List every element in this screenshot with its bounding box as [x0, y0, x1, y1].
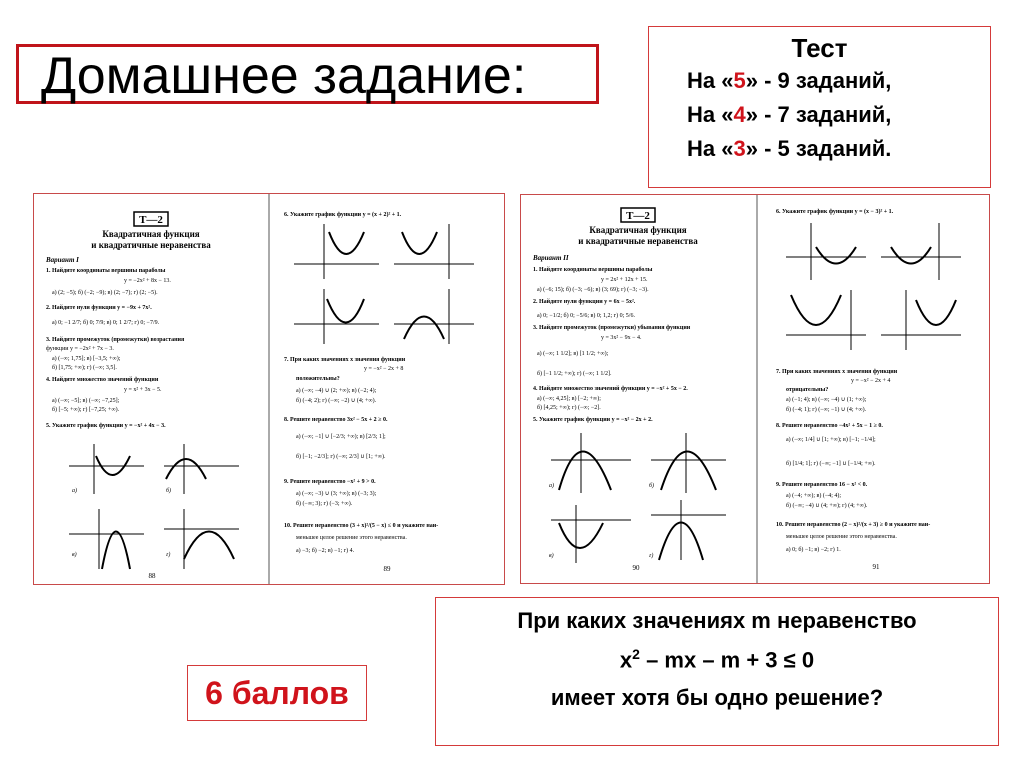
homework-title: Домашнее задание: — [41, 47, 527, 105]
page-number: 89 — [383, 565, 391, 573]
task-inequality: $x^2$ – mx – m + 3 ≤ 0 — [619, 646, 815, 673]
grade-5: 5 — [733, 68, 746, 93]
svg-text:г): г) — [649, 553, 654, 559]
svg-text:в): в) — [72, 552, 77, 558]
question-9-answers: а) (−∞; −3) ∪ (3; +∞); в) (−3; 3); — [296, 491, 377, 497]
worksheet-heading: Квадратичная функция — [589, 225, 687, 235]
question-10-text: меньшее целое решение этого неравенства. — [786, 534, 897, 540]
question-6: 6. Укажите график функции y = (x + 2)² + 1. — [284, 212, 402, 218]
variant-label: Вариант I — [46, 256, 79, 264]
question-7-formula: y = −x² − 2x + 4 — [851, 378, 891, 384]
question-2-answers: а) 0; −1 2/7; б) 0; 7/9; в) 0; 1 2/7; г) 0; −7/9. — [52, 320, 160, 326]
svg-text:а): а) — [549, 483, 554, 489]
question-1-formula: y = −2x² + 8x − 13. — [124, 278, 171, 284]
question-2-answers: а) 0; −1/2; б) 0; −5/6; в) 0; 1,2; г) 0; 5/6. — [537, 313, 635, 319]
question-7-answers: а) (−1; 4); в) (−∞; −4) ∪ (1; +∞); — [786, 397, 867, 403]
question-6-graphs — [294, 224, 474, 344]
question-3-formula: y = 3x² − 9x − 4. — [601, 335, 642, 341]
question-8-answers: б) [−1; −2/3]; г) (−∞; 2/3] ∪ [1; +∞). — [296, 454, 386, 460]
task-line-1: При каких значениях m неравенство — [517, 608, 917, 633]
question-8-answers: а) (−∞; 1/4] ∪ [1; +∞); в) [−1; −1/4]; — [786, 437, 876, 443]
question-5-graphs — [551, 433, 726, 563]
points-label: 6 баллов — [205, 675, 349, 711]
worksheet-badge: Т—2 — [139, 214, 163, 226]
test-info-panel — [648, 26, 991, 188]
question-10: 10. Решите неравенство (3 + x)²/(5 − x) ≤ 0 и укажите наи- — [284, 523, 439, 529]
question-7-text: отрицательны? — [786, 387, 829, 393]
grade-3-line: На «3» - 5 заданий. — [687, 136, 892, 161]
worksheet-badge: Т—2 — [626, 210, 650, 222]
points-badge — [187, 665, 367, 721]
question-7-answers: а) (−∞; −4) ∪ (2; +∞); в) (−2; 4); — [296, 388, 377, 394]
question-3-answers: б) [1,75; +∞); г) (−∞; 3,5]. — [52, 365, 117, 371]
question-4-formula: y = x² + 3x − 5. — [124, 387, 162, 393]
grade-3: 3 — [733, 136, 746, 161]
question-5: 5. Укажите график функции y = −x² + 4x − 3. — [46, 423, 166, 429]
question-3-answers: б) [−1 1/2; +∞); г) (−∞; 1 1/2]. — [537, 371, 612, 377]
question-6-graphs — [786, 223, 961, 350]
question-3-answers: а) (−∞; 1 1/2]; в) [1 1/2; +∞); — [537, 351, 609, 357]
question-9: 9. Решите неравенство −x² + 9 > 0. — [284, 479, 376, 485]
question-9-answers: б) (−∞; −4) ∪ (4; +∞); г) (4; +∞). — [786, 503, 868, 509]
question-8-answers: а) (−∞; −1] ∪ [−2/3; +∞); в) [2/3; 1]; — [296, 434, 386, 440]
homework-title-frame — [16, 44, 599, 104]
question-3: 3. Найдите промежуток (промежутки) возрастания — [46, 337, 185, 343]
svg-text:б): б) — [166, 488, 172, 494]
question-5: 5. Укажите график функции y = −x² − 2x + 2. — [533, 417, 653, 423]
question-9-answers: а) (−4; +∞); в) (−4; 4); — [786, 493, 842, 499]
worksheet-pages-1 — [34, 194, 504, 584]
task-panel — [435, 597, 999, 746]
question-2: 2. Найдите нули функции y = −9x + 7x². — [46, 305, 152, 311]
question-1-answers: а) (−6; 15); б) (−3; −6); в) (3; 69); г) (−3; −3). — [537, 287, 649, 293]
question-4-answers: б) [−5; +∞); г) [−7,25; +∞). — [52, 407, 120, 413]
grade-5-line: На «5» - 9 заданий, — [687, 68, 892, 93]
question-5-graphs — [69, 444, 239, 569]
question-7: 7. При каких значениях x значения функции — [284, 357, 406, 363]
question-3-formula: функции y = −2x² + 7x − 3. — [46, 346, 114, 352]
worksheet-heading: и квадратичные неравенства — [91, 240, 211, 250]
question-3: 3. Найдите промежуток (промежутки) убывания функции — [533, 325, 691, 331]
svg-text:г): г) — [166, 552, 171, 558]
svg-text:а): а) — [72, 488, 77, 494]
question-7-answers: б) (−4; 1); г) (−∞; −1) ∪ (4; +∞). — [786, 407, 867, 413]
question-10: 10. Решите неравенство (2 − x)²/(x + 3) ≥ 0 и укажите наи- — [776, 522, 931, 528]
question-8-answers: б) [1/4; 1]; г) (−∞; −1] ∪ [−1/4; +∞). — [786, 461, 876, 467]
question-4-answers: б) [4,25; +∞); г) (−∞; −2]. — [537, 405, 601, 411]
question-8: 8. Решите неравенство −4x² + 5x − 1 ≥ 0. — [776, 423, 883, 429]
question-4-answers: а) (−∞; 4,25]; в) [−2; +∞); — [537, 396, 601, 402]
page-number: 90 — [632, 564, 640, 572]
question-10-answers: а) −3; б) −2; в) −1; г) 4. — [296, 548, 355, 554]
question-9: 9. Решите неравенство 16 − x² < 0. — [776, 482, 868, 488]
worksheet-pages-2 — [521, 195, 989, 583]
question-7-formula: y = −x² − 2x + 8 — [364, 366, 404, 372]
question-1: 1. Найдите координаты вершины параболы — [533, 267, 653, 273]
page-number: 91 — [872, 563, 880, 571]
question-7-answers: б) (−4; 2); г) (−∞; −2) ∪ (4; +∞). — [296, 398, 377, 404]
question-4-answers: а) (−∞; −5]; в) (−∞; −7,25]; — [52, 398, 120, 404]
grade-4-line: На «4» - 7 заданий, — [687, 102, 892, 127]
question-7-text: положительны? — [296, 376, 340, 382]
task-line-3: имеет хотя бы одно решение? — [550, 685, 884, 711]
question-1-answers: а) (2; −5); б) (−2; −9); в) (2; −7); г) (2; −5). — [52, 290, 158, 296]
question-2: 2. Найдите нули функции y = 6x − 5x². — [533, 299, 636, 305]
page-number: 88 — [148, 572, 156, 580]
grade-4: 4 — [733, 102, 746, 127]
question-6: 6. Укажите график функции y = (x − 3)² + 1. — [776, 209, 894, 215]
question-1-formula: y = 2x² + 12x + 15. — [601, 277, 648, 283]
question-3-answers: а) (−∞; 1,75]; в) [−3,5; +∞); — [52, 356, 121, 362]
question-8: 8. Решите неравенство 3x² − 5x + 2 ≥ 0. — [284, 417, 388, 423]
worksheet-scan-variant-2 — [520, 194, 990, 584]
question-4: 4. Найдите множество значений функции — [46, 377, 159, 383]
test-heading: Тест — [791, 33, 848, 63]
svg-text:в): в) — [549, 553, 554, 559]
worksheet-heading: Квадратичная функция — [102, 229, 200, 239]
question-4: 4. Найдите множество значений функции y = −x² + 5x − 2. — [533, 386, 688, 392]
question-9-answers: б) (−∞; 3); г) (−3; +∞). — [296, 501, 353, 507]
question-1: 1. Найдите координаты вершины параболы — [46, 268, 166, 274]
question-10-answers: а) 0; б) −1; в) −2; г) 1. — [786, 547, 841, 553]
variant-label: Вариант II — [533, 254, 569, 262]
question-10-text: меньшее целое решение этого неравенства. — [296, 535, 407, 541]
worksheet-heading: и квадратичные неравенства — [578, 236, 698, 246]
question-7: 7. При каких значениях x значения функции — [776, 369, 898, 375]
svg-text:б): б) — [649, 483, 655, 489]
worksheet-scan-variant-1 — [33, 193, 505, 585]
